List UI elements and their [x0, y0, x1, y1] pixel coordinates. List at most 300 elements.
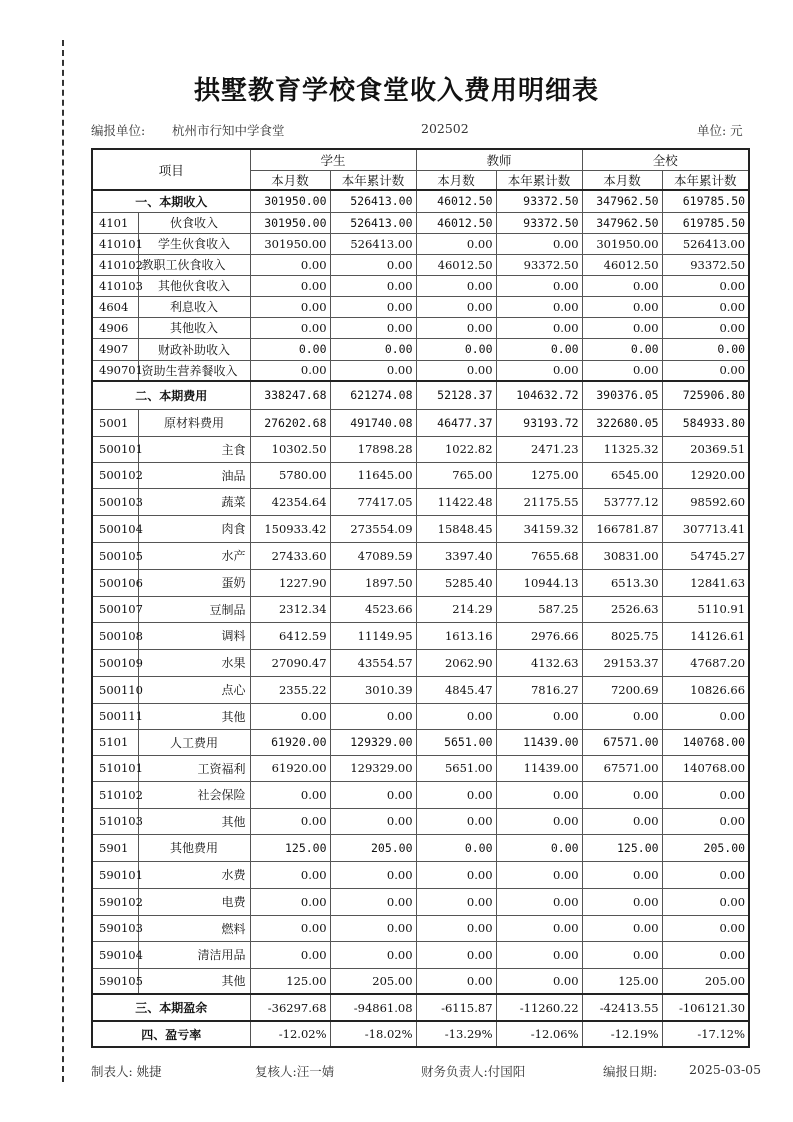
- account-code: 410102: [92, 254, 138, 275]
- value-cell: 0.00: [582, 808, 662, 834]
- value-cell: 390376.05: [582, 381, 662, 409]
- value-cell: 0.00: [582, 888, 662, 915]
- value-cell: 0.00: [250, 360, 330, 381]
- account-code: 510102: [92, 781, 138, 808]
- table-row: [92, 515, 749, 542]
- value-cell: 125.00: [250, 968, 330, 994]
- account-code: 5101: [92, 729, 138, 755]
- value-cell: 619785.50: [662, 212, 749, 233]
- table-row: [92, 676, 749, 703]
- column-header-item: 项目: [92, 149, 250, 190]
- account-name: 财政补助收入: [138, 338, 250, 360]
- value-cell: 3010.39: [330, 676, 416, 703]
- value-cell: 93372.50: [496, 212, 582, 233]
- value-cell: 0.00: [582, 296, 662, 317]
- value-cell: 7200.69: [582, 676, 662, 703]
- value-cell: 0.00: [496, 275, 582, 296]
- value-cell: 4132.63: [496, 649, 582, 676]
- value-cell: 0.00: [330, 915, 416, 941]
- value-cell: 276202.68: [250, 409, 330, 436]
- table-row: [92, 409, 749, 436]
- value-cell: 29153.37: [582, 649, 662, 676]
- value-cell: 61920.00: [250, 729, 330, 755]
- table-row: [92, 190, 749, 212]
- value-cell: 30831.00: [582, 542, 662, 569]
- value-cell: 347962.50: [582, 212, 662, 233]
- value-cell: 5780.00: [250, 462, 330, 488]
- value-cell: 0.00: [662, 941, 749, 968]
- account-code: 4906: [92, 317, 138, 338]
- value-cell: 526413.00: [330, 212, 416, 233]
- account-name: 肉食: [138, 515, 250, 542]
- account-code: 5001: [92, 409, 138, 436]
- value-cell: 0.00: [582, 703, 662, 729]
- value-cell: 93372.50: [662, 254, 749, 275]
- value-cell: 0.00: [416, 834, 496, 861]
- section-label: 四、盈亏率: [92, 1021, 250, 1047]
- value-cell: -6115.87: [416, 994, 496, 1021]
- value-cell: -13.29%: [416, 1021, 496, 1047]
- account-name: 学生伙食收入: [138, 233, 250, 254]
- finance-officer: 财务负责人:付国阳: [421, 1064, 526, 1079]
- account-name: 点心: [138, 676, 250, 703]
- account-name: 利息收入: [138, 296, 250, 317]
- account-name: 燃料: [138, 915, 250, 941]
- value-cell: 129329.00: [330, 729, 416, 755]
- value-cell: 0.00: [582, 317, 662, 338]
- value-cell: 0.00: [496, 317, 582, 338]
- value-cell: 0.00: [496, 233, 582, 254]
- value-cell: 0.00: [330, 317, 416, 338]
- value-cell: 93372.50: [496, 190, 582, 212]
- account-name: 人工费用: [138, 729, 250, 755]
- value-cell: 11422.48: [416, 488, 496, 515]
- value-cell: 301950.00: [250, 212, 330, 233]
- value-cell: 14126.61: [662, 622, 749, 649]
- table-row: [92, 233, 749, 254]
- account-code: 590103: [92, 915, 138, 941]
- reporting-unit-value: 杭州市行知中学食堂: [172, 123, 285, 138]
- value-cell: 0.00: [662, 275, 749, 296]
- value-cell: 0.00: [582, 781, 662, 808]
- value-cell: 47089.59: [330, 542, 416, 569]
- account-name: 伙食收入: [138, 212, 250, 233]
- account-code: 490701: [92, 360, 138, 381]
- value-cell: 1227.90: [250, 569, 330, 596]
- value-cell: 621274.08: [330, 381, 416, 409]
- account-code: 500105: [92, 542, 138, 569]
- value-cell: -42413.55: [582, 994, 662, 1021]
- value-cell: 0.00: [250, 888, 330, 915]
- value-cell: 98592.60: [662, 488, 749, 515]
- value-cell: 8025.75: [582, 622, 662, 649]
- value-cell: 0.00: [496, 941, 582, 968]
- value-cell: 0.00: [662, 915, 749, 941]
- table-row: [92, 808, 749, 834]
- value-cell: 0.00: [496, 808, 582, 834]
- report-date-value: 2025-03-05: [689, 1062, 762, 1077]
- value-cell: 0.00: [662, 360, 749, 381]
- value-cell: 725906.80: [662, 381, 749, 409]
- value-cell: 46477.37: [416, 409, 496, 436]
- table-row: [92, 781, 749, 808]
- table-row: [92, 703, 749, 729]
- value-cell: 584933.80: [662, 409, 749, 436]
- value-cell: 150933.42: [250, 515, 330, 542]
- value-cell: 0.00: [582, 275, 662, 296]
- value-cell: 205.00: [330, 968, 416, 994]
- value-cell: 491740.08: [330, 409, 416, 436]
- account-name: 社会保险: [138, 781, 250, 808]
- value-cell: 140768.00: [662, 729, 749, 755]
- account-code: 4101: [92, 212, 138, 233]
- value-cell: 11149.95: [330, 622, 416, 649]
- value-cell: 0.00: [416, 941, 496, 968]
- account-code: 500111: [92, 703, 138, 729]
- account-name: 蛋奶: [138, 569, 250, 596]
- value-cell: 0.00: [416, 861, 496, 888]
- value-cell: 0.00: [662, 808, 749, 834]
- column-header-month: 本月数: [416, 170, 496, 190]
- value-cell: 77417.05: [330, 488, 416, 515]
- value-cell: 17898.28: [330, 436, 416, 462]
- value-cell: 0.00: [330, 275, 416, 296]
- table-row: [92, 755, 749, 781]
- table-row: [92, 888, 749, 915]
- value-cell: 2355.22: [250, 676, 330, 703]
- value-cell: 0.00: [496, 915, 582, 941]
- detail-table: [91, 148, 750, 1048]
- account-code: 590102: [92, 888, 138, 915]
- value-cell: 11439.00: [496, 729, 582, 755]
- table-row: [92, 296, 749, 317]
- account-name: 水产: [138, 542, 250, 569]
- value-cell: 0.00: [582, 941, 662, 968]
- value-cell: 5651.00: [416, 755, 496, 781]
- value-cell: 0.00: [330, 338, 416, 360]
- page-title: 拱墅教育学校食堂收入费用明细表: [193, 76, 599, 106]
- section-label: 三、本期盈余: [92, 994, 250, 1021]
- section-label: 一、本期收入: [92, 190, 250, 212]
- value-cell: 27433.60: [250, 542, 330, 569]
- value-cell: 0.00: [330, 296, 416, 317]
- value-cell: 301950.00: [250, 190, 330, 212]
- value-cell: 0.00: [496, 781, 582, 808]
- value-cell: 0.00: [250, 275, 330, 296]
- section-label: 二、本期费用: [92, 381, 250, 409]
- value-cell: 205.00: [330, 834, 416, 861]
- value-cell: 6412.59: [250, 622, 330, 649]
- value-cell: 61920.00: [250, 755, 330, 781]
- account-name: 水费: [138, 861, 250, 888]
- value-cell: 4523.66: [330, 596, 416, 622]
- table-row: [92, 212, 749, 233]
- table-row: [92, 360, 749, 381]
- account-name: 其他: [138, 808, 250, 834]
- value-cell: 0.00: [416, 296, 496, 317]
- account-code: 4907: [92, 338, 138, 360]
- account-code: 500101: [92, 436, 138, 462]
- value-cell: 0.00: [662, 338, 749, 360]
- column-header-month: 本月数: [582, 170, 662, 190]
- account-code: 500106: [92, 569, 138, 596]
- value-cell: 166781.87: [582, 515, 662, 542]
- table-row: [92, 596, 749, 622]
- value-cell: 11645.00: [330, 462, 416, 488]
- value-cell: 27090.47: [250, 649, 330, 676]
- value-cell: -18.02%: [330, 1021, 416, 1047]
- value-cell: 43554.57: [330, 649, 416, 676]
- value-cell: 0.00: [496, 296, 582, 317]
- value-cell: 0.00: [662, 296, 749, 317]
- table-row: [92, 317, 749, 338]
- value-cell: 205.00: [662, 834, 749, 861]
- value-cell: 0.00: [496, 968, 582, 994]
- value-cell: 0.00: [330, 888, 416, 915]
- value-cell: 12841.63: [662, 569, 749, 596]
- value-cell: 15848.45: [416, 515, 496, 542]
- table-row: [92, 729, 749, 755]
- account-code: 590101: [92, 861, 138, 888]
- value-cell: 6545.00: [582, 462, 662, 488]
- value-cell: 7655.68: [496, 542, 582, 569]
- value-cell: 0.00: [582, 360, 662, 381]
- account-name: 调料: [138, 622, 250, 649]
- value-cell: 0.00: [496, 703, 582, 729]
- table-row: [92, 834, 749, 861]
- binding-margin-dashed-line: [62, 40, 64, 1082]
- value-cell: 0.00: [416, 317, 496, 338]
- column-header-month: 本月数: [250, 170, 330, 190]
- value-cell: 46012.50: [416, 212, 496, 233]
- value-cell: 0.00: [330, 941, 416, 968]
- value-cell: 1613.16: [416, 622, 496, 649]
- table-row: [92, 338, 749, 360]
- account-code: 5901: [92, 834, 138, 861]
- preparer: 制表人: 姚捷: [91, 1064, 162, 1079]
- value-cell: 0.00: [416, 233, 496, 254]
- value-cell: 93372.50: [496, 254, 582, 275]
- value-cell: 0.00: [250, 317, 330, 338]
- value-cell: 0.00: [250, 915, 330, 941]
- value-cell: 1897.50: [330, 569, 416, 596]
- value-cell: -17.12%: [662, 1021, 749, 1047]
- account-name: 水果: [138, 649, 250, 676]
- value-cell: 54745.27: [662, 542, 749, 569]
- value-cell: 34159.32: [496, 515, 582, 542]
- reporting-period: 202502: [421, 121, 469, 136]
- account-name: 其他费用: [138, 834, 250, 861]
- value-cell: 21175.55: [496, 488, 582, 515]
- value-cell: 0.00: [330, 703, 416, 729]
- value-cell: 46012.50: [582, 254, 662, 275]
- column-header-ytd: 本年累计数: [496, 170, 582, 190]
- value-cell: 12920.00: [662, 462, 749, 488]
- value-cell: 67571.00: [582, 755, 662, 781]
- value-cell: 0.00: [582, 861, 662, 888]
- value-cell: 52128.37: [416, 381, 496, 409]
- account-name: 油品: [138, 462, 250, 488]
- value-cell: 5651.00: [416, 729, 496, 755]
- account-code: 500102: [92, 462, 138, 488]
- column-header-ytd: 本年累计数: [662, 170, 749, 190]
- account-code: 410103: [92, 275, 138, 296]
- table-row: [92, 994, 749, 1021]
- account-code: 500107: [92, 596, 138, 622]
- report-date-label: 编报日期:: [603, 1064, 658, 1079]
- value-cell: 322680.05: [582, 409, 662, 436]
- value-cell: 0.00: [416, 360, 496, 381]
- value-cell: 0.00: [416, 781, 496, 808]
- account-code: 500110: [92, 676, 138, 703]
- value-cell: 0.00: [250, 338, 330, 360]
- currency-unit: 单位: 元: [697, 123, 743, 138]
- value-cell: 0.00: [416, 888, 496, 915]
- value-cell: 46012.50: [416, 254, 496, 275]
- value-cell: 0.00: [250, 703, 330, 729]
- account-code: 510101: [92, 755, 138, 781]
- column-group-students: 学生: [250, 149, 416, 170]
- value-cell: 0.00: [330, 360, 416, 381]
- value-cell: 0.00: [662, 888, 749, 915]
- account-name: 其他: [138, 968, 250, 994]
- value-cell: 526413.00: [330, 233, 416, 254]
- value-cell: 0.00: [496, 338, 582, 360]
- account-name: 原材料费用: [138, 409, 250, 436]
- value-cell: 0.00: [250, 808, 330, 834]
- value-cell: 2471.23: [496, 436, 582, 462]
- value-cell: 125.00: [582, 834, 662, 861]
- value-cell: 4845.47: [416, 676, 496, 703]
- value-cell: -36297.68: [250, 994, 330, 1021]
- account-name: 其他: [138, 703, 250, 729]
- value-cell: 307713.41: [662, 515, 749, 542]
- value-cell: 2976.66: [496, 622, 582, 649]
- value-cell: 0.00: [250, 781, 330, 808]
- value-cell: -12.02%: [250, 1021, 330, 1047]
- table-row: [92, 542, 749, 569]
- value-cell: 526413.00: [662, 233, 749, 254]
- value-cell: 0.00: [662, 781, 749, 808]
- reporting-unit-label: 编报单位:: [91, 123, 146, 138]
- value-cell: -12.06%: [496, 1021, 582, 1047]
- value-cell: -11260.22: [496, 994, 582, 1021]
- value-cell: 205.00: [662, 968, 749, 994]
- value-cell: 2526.63: [582, 596, 662, 622]
- value-cell: 6513.30: [582, 569, 662, 596]
- value-cell: 273554.09: [330, 515, 416, 542]
- value-cell: 1022.82: [416, 436, 496, 462]
- table-row: [92, 649, 749, 676]
- value-cell: 0.00: [582, 915, 662, 941]
- value-cell: 0.00: [662, 703, 749, 729]
- column-group-teachers: 教师: [416, 149, 582, 170]
- table-row: [92, 488, 749, 515]
- account-code: 4604: [92, 296, 138, 317]
- value-cell: 10944.13: [496, 569, 582, 596]
- reviewer: 复核人:汪一婧: [255, 1064, 335, 1079]
- value-cell: 0.00: [250, 254, 330, 275]
- value-cell: 0.00: [416, 915, 496, 941]
- account-name: 教职工伙食收入: [138, 254, 250, 275]
- value-cell: 0.00: [330, 254, 416, 275]
- value-cell: 0.00: [330, 861, 416, 888]
- account-name: 其他收入: [138, 317, 250, 338]
- column-group-school: 全校: [582, 149, 749, 170]
- value-cell: 1275.00: [496, 462, 582, 488]
- value-cell: 0.00: [250, 296, 330, 317]
- value-cell: 5285.40: [416, 569, 496, 596]
- value-cell: 53777.12: [582, 488, 662, 515]
- account-code: 590104: [92, 941, 138, 968]
- account-name: 其他伙食收入: [138, 275, 250, 296]
- value-cell: 526413.00: [330, 190, 416, 212]
- value-cell: 0.00: [662, 861, 749, 888]
- value-cell: 0.00: [416, 968, 496, 994]
- value-cell: 301950.00: [250, 233, 330, 254]
- account-name: 豆制品: [138, 596, 250, 622]
- value-cell: 0.00: [416, 275, 496, 296]
- table-row: [92, 1021, 749, 1047]
- value-cell: 47687.20: [662, 649, 749, 676]
- account-name: 资助生营养餐收入: [138, 360, 250, 381]
- value-cell: 67571.00: [582, 729, 662, 755]
- value-cell: 129329.00: [330, 755, 416, 781]
- table-row: [92, 381, 749, 409]
- value-cell: 125.00: [250, 834, 330, 861]
- value-cell: 0.00: [330, 808, 416, 834]
- value-cell: 0.00: [496, 888, 582, 915]
- value-cell: 0.00: [250, 861, 330, 888]
- table-row: [92, 968, 749, 994]
- account-code: 590105: [92, 968, 138, 994]
- account-name: 蔬菜: [138, 488, 250, 515]
- value-cell: 0.00: [496, 834, 582, 861]
- table-row: [92, 915, 749, 941]
- column-header-ytd: 本年累计数: [330, 170, 416, 190]
- value-cell: 0.00: [330, 781, 416, 808]
- table-row: [92, 941, 749, 968]
- value-cell: 2312.34: [250, 596, 330, 622]
- table-row: [92, 462, 749, 488]
- table-row: [92, 436, 749, 462]
- account-name: 电费: [138, 888, 250, 915]
- value-cell: 20369.51: [662, 436, 749, 462]
- value-cell: -94861.08: [330, 994, 416, 1021]
- value-cell: 0.00: [416, 808, 496, 834]
- value-cell: 619785.50: [662, 190, 749, 212]
- value-cell: 3397.40: [416, 542, 496, 569]
- value-cell: 301950.00: [582, 233, 662, 254]
- account-code: 500104: [92, 515, 138, 542]
- table-row: [92, 254, 749, 275]
- account-name: 清洁用品: [138, 941, 250, 968]
- value-cell: 0.00: [496, 861, 582, 888]
- account-code: 500109: [92, 649, 138, 676]
- value-cell: 140768.00: [662, 755, 749, 781]
- value-cell: 5110.91: [662, 596, 749, 622]
- account-code: 500108: [92, 622, 138, 649]
- value-cell: 347962.50: [582, 190, 662, 212]
- table-row: [92, 275, 749, 296]
- value-cell: 10826.66: [662, 676, 749, 703]
- value-cell: 93193.72: [496, 409, 582, 436]
- value-cell: 11439.00: [496, 755, 582, 781]
- value-cell: 2062.90: [416, 649, 496, 676]
- value-cell: 0.00: [662, 317, 749, 338]
- account-name: 主食: [138, 436, 250, 462]
- table-row: [92, 569, 749, 596]
